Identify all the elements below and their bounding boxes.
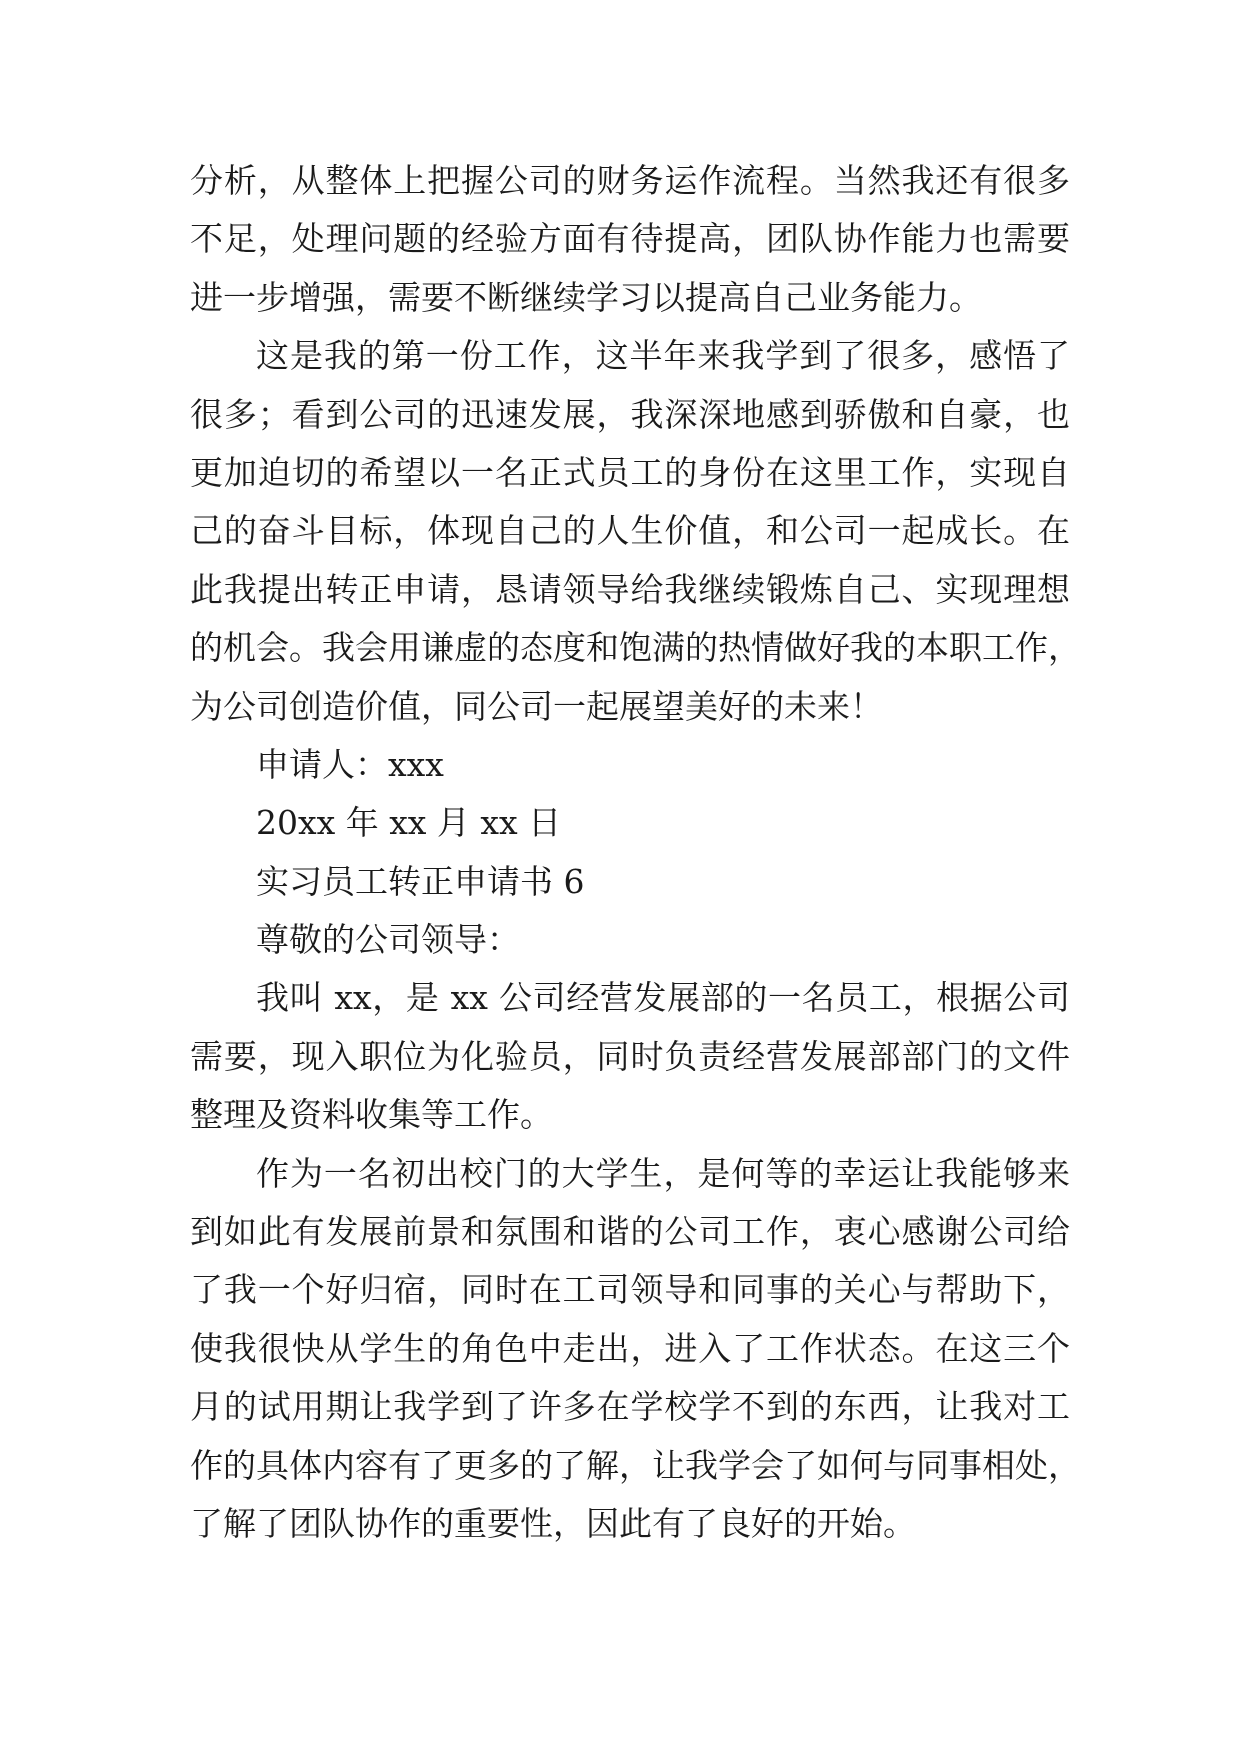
document-line: 了我一个好归宿，同时在工司领导和同事的关心与帮助下， bbox=[190, 1270, 1070, 1310]
document-line: 到如此有发展前景和氛围和谐的公司工作，衷心感谢公司给 bbox=[190, 1212, 1070, 1252]
document-line: 很多；看到公司的迅速发展，我深深地感到骄傲和自豪，也 bbox=[190, 394, 1070, 434]
document-line: 需要，现入职位为化验员，同时负责经营发展部部门的文件 bbox=[190, 1036, 1070, 1076]
document-line: 为公司创造价值，同公司一起展望美好的未来！ bbox=[190, 686, 883, 726]
document-line: 使我很快从学生的角色中走出，进入了工作状态。在这三个 bbox=[190, 1328, 1070, 1368]
document-line: 尊敬的公司领导： bbox=[256, 920, 520, 960]
document-body bbox=[190, 152, 1081, 1553]
document-line: 整理及资料收集等工作。 bbox=[190, 1095, 553, 1135]
document-line: 实习员工转正申请书 6 bbox=[256, 861, 585, 901]
document-line: 更加迫切的希望以一名正式员工的身份在这里工作，实现自 bbox=[190, 452, 1070, 492]
document-line: 作的具体内容有了更多的了解，让我学会了如何与同事相处， bbox=[190, 1445, 1081, 1485]
document-line: 月的试用期让我学到了许多在学校学不到的东西，让我对工 bbox=[190, 1387, 1070, 1427]
document-line: 不足，处理问题的经验方面有待提高，团队协作能力也需要 bbox=[190, 219, 1070, 259]
document-line: 进一步增强，需要不断继续学习以提高自己业务能力。 bbox=[190, 277, 982, 317]
document-line: 申请人：xxx bbox=[256, 744, 444, 784]
document-line: 的机会。我会用谦虚的态度和饱满的热情做好我的本职工作， bbox=[190, 628, 1081, 668]
document-line: 己的奋斗目标，体现自己的人生价值，和公司一起成长。在 bbox=[190, 511, 1070, 551]
document-line: 此我提出转正申请，恳请领导给我继续锻炼自己、实现理想 bbox=[190, 569, 1070, 609]
document-line: 我叫 xx，是 xx 公司经营发展部的一名员工，根据公司 bbox=[256, 978, 1070, 1018]
document-line: 这是我的第一份工作，这半年来我学到了很多，感悟了 bbox=[256, 336, 1070, 376]
document-line: 分析，从整体上把握公司的财务运作流程。当然我还有很多 bbox=[190, 161, 1070, 200]
document-line: 作为一名初出校门的大学生，是何等的幸运让我能够来 bbox=[256, 1153, 1070, 1193]
document-line: 了解了团队协作的重要性，因此有了良好的开始。 bbox=[190, 1503, 916, 1543]
document-line: 20xx 年 xx 月 xx 日 bbox=[256, 803, 562, 843]
